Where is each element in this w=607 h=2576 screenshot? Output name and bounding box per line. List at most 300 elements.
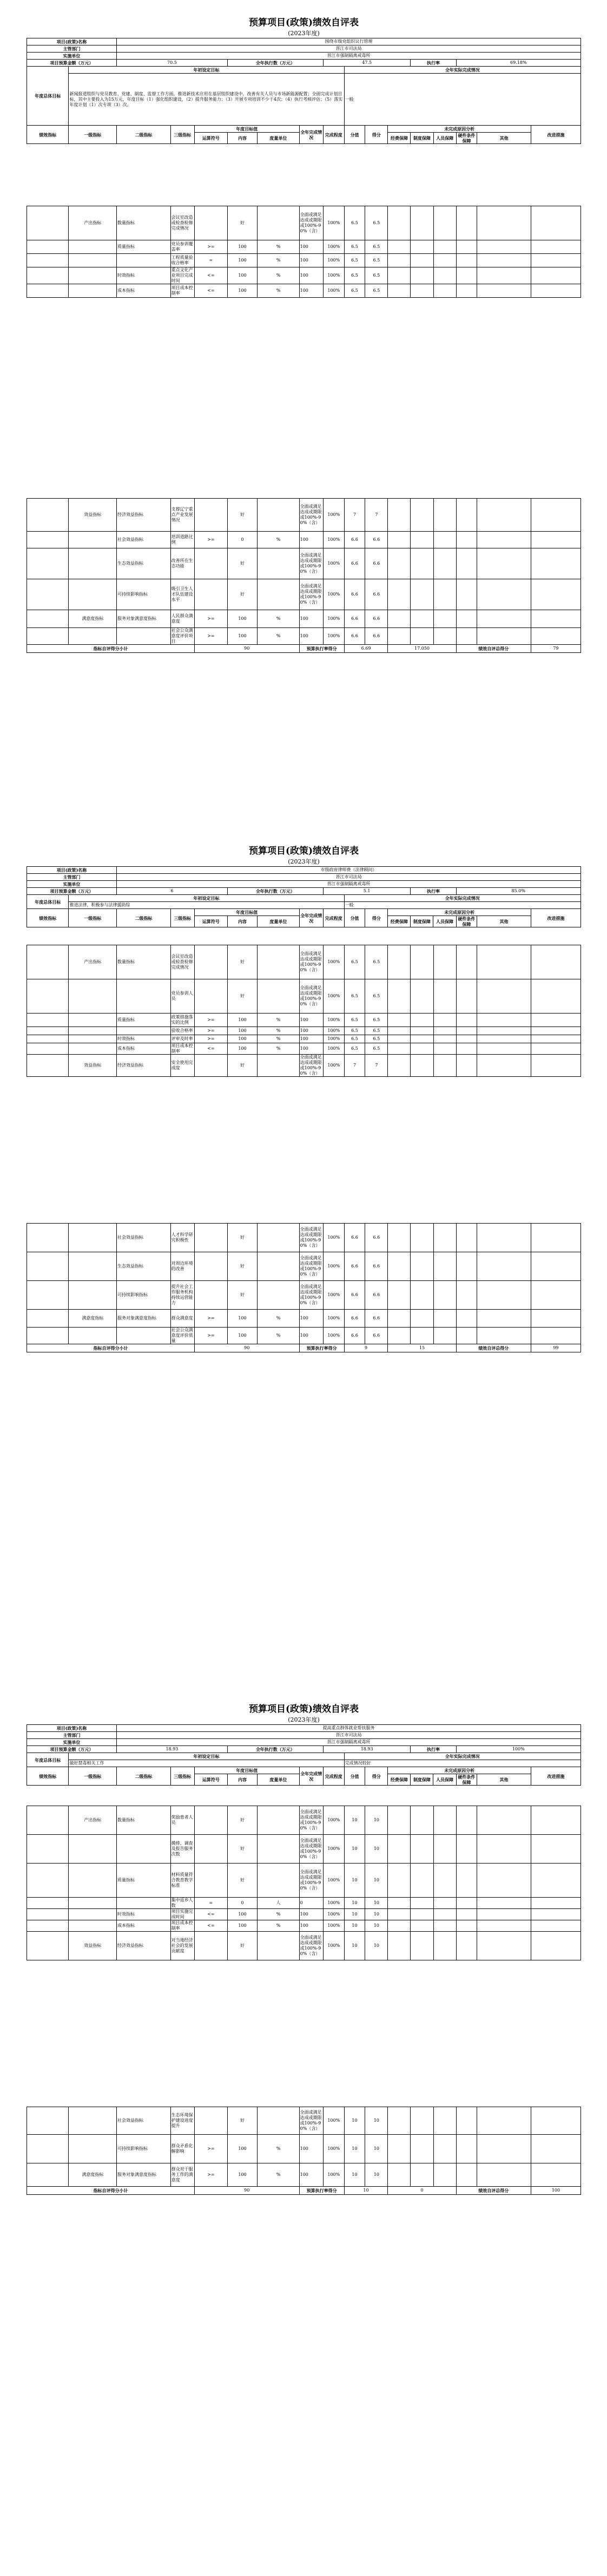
total-score-label: 绩效自评总得分 bbox=[456, 2187, 531, 2195]
actual-cell: 全面或满足达成或期限或100%-90%（含） bbox=[299, 206, 323, 240]
deviation-cell bbox=[433, 1224, 456, 1252]
lvl2-cell bbox=[117, 628, 171, 645]
op-cell bbox=[194, 1281, 227, 1310]
weight-cell: 10 bbox=[344, 2107, 365, 2135]
actual-cell: 100 bbox=[299, 1328, 323, 1344]
deviation-cell bbox=[411, 206, 433, 240]
actual-cell: 全面或满足达成或期限或100%-90%（含） bbox=[299, 1864, 323, 1898]
perf-cell bbox=[27, 945, 69, 979]
project-name-label: 项目(政策)名称 bbox=[27, 1725, 117, 1732]
score-cell: 10 bbox=[365, 1920, 388, 1932]
report-header-table bbox=[27, 866, 581, 927]
lvl3-cell: 摸排、调查及报告服务次数 bbox=[170, 1835, 194, 1864]
improve-cell bbox=[531, 1328, 580, 1344]
content-cell: 100 bbox=[227, 1014, 257, 1027]
lvl3-cell: 安全使用完成度 bbox=[170, 1055, 194, 1077]
deviation-cell bbox=[477, 1920, 531, 1932]
content-cell: 好 bbox=[227, 1806, 257, 1835]
deviation-cell bbox=[388, 610, 411, 628]
improve-cell bbox=[531, 2135, 580, 2163]
actual-cell: 100 bbox=[299, 610, 323, 628]
deviation-cell bbox=[411, 1898, 433, 1909]
deviation-cell bbox=[477, 1806, 531, 1835]
lvl3-cell: 吸引卫生人才队伍建设水平 bbox=[170, 579, 194, 610]
unit-cell: % bbox=[258, 1920, 299, 1932]
weight-cell: 6.5 bbox=[344, 1043, 365, 1055]
deviation-cell bbox=[456, 1035, 477, 1043]
content-cell: 好 bbox=[227, 1835, 257, 1864]
perf-cell bbox=[27, 1252, 69, 1281]
score-cell: 10 bbox=[365, 1835, 388, 1864]
lvl3-cell: 奖励患者人员 bbox=[170, 1806, 194, 1835]
deviation-cell bbox=[411, 945, 433, 979]
actual-goal-text: 一般 bbox=[344, 74, 580, 126]
r-system-header: 制度保障 bbox=[411, 133, 433, 144]
deviation-cell bbox=[456, 979, 477, 1014]
lvl1-cell bbox=[69, 532, 117, 548]
deviation-cell bbox=[388, 1328, 411, 1344]
lvl2-cell: 可持续影响指标 bbox=[117, 2135, 171, 2163]
weight-cell: 6.5 bbox=[344, 945, 365, 979]
content-cell: 好 bbox=[227, 1281, 257, 1310]
deviation-cell bbox=[411, 1864, 433, 1898]
deviation-cell bbox=[456, 1043, 477, 1055]
lvl2-cell: 时效指标 bbox=[117, 1909, 171, 1920]
deviation-header: 未完成原因分析 bbox=[388, 1767, 531, 1774]
completion-cell: 100% bbox=[323, 979, 344, 1014]
deviation-cell bbox=[388, 1281, 411, 1310]
unit-cell: 人 bbox=[258, 1898, 299, 1909]
actual-cell: 全面或满足达成或期限或100%-90%（含） bbox=[299, 1252, 323, 1281]
weight-cell: 6.6 bbox=[344, 610, 365, 628]
deviation-cell bbox=[456, 2107, 477, 2135]
deviation-cell bbox=[477, 1014, 531, 1027]
deviation-cell bbox=[456, 1027, 477, 1035]
lvl3-cell: 生态环境保护建设进度提升 bbox=[170, 2107, 194, 2135]
deviation-cell bbox=[388, 1027, 411, 1035]
deviation-cell bbox=[411, 548, 433, 579]
weight-cell: 10 bbox=[344, 1920, 365, 1932]
deviation-cell bbox=[477, 267, 531, 284]
unit-header: 度量单位 bbox=[258, 1774, 299, 1786]
lvl3-cell: 项目成本控制率 bbox=[170, 1043, 194, 1055]
op-cell: = bbox=[194, 1898, 227, 1909]
perf-cell bbox=[27, 1224, 69, 1252]
deviation-cell bbox=[433, 979, 456, 1014]
completion-cell: 100% bbox=[323, 1909, 344, 1920]
perf-cell bbox=[27, 610, 69, 628]
report-year: (2023年度) bbox=[288, 30, 320, 37]
improve-cell bbox=[531, 2107, 580, 2135]
lvl3-cell: 政策措施落实的比例 bbox=[170, 1014, 194, 1027]
score-cell: 6.6 bbox=[365, 1310, 388, 1328]
improve-cell bbox=[531, 1043, 580, 1055]
deviation-cell bbox=[433, 267, 456, 284]
deviation-cell bbox=[456, 945, 477, 979]
weight-cell: 10 bbox=[344, 1835, 365, 1864]
deviation-cell bbox=[388, 254, 411, 267]
lvl3-cell: 工程质量验收合格率 bbox=[170, 254, 194, 267]
deviation-cell bbox=[477, 499, 531, 532]
report-2 bbox=[27, 845, 581, 927]
deviation-cell bbox=[433, 532, 456, 548]
deviation-cell bbox=[388, 1920, 411, 1932]
deviation-cell bbox=[456, 1920, 477, 1932]
perf-cell bbox=[27, 1864, 69, 1898]
lvl3-header: 三级指标 bbox=[170, 126, 194, 144]
weight-cell: 6.5 bbox=[344, 240, 365, 254]
r-system-header: 制度保障 bbox=[411, 1774, 433, 1786]
completion-cell: 100% bbox=[323, 2163, 344, 2187]
op-cell bbox=[194, 499, 227, 532]
lvl2-cell: 生态效益指标 bbox=[117, 1252, 171, 1281]
op-cell: <= bbox=[194, 267, 227, 284]
lvl1-cell: 效益指标 bbox=[69, 1055, 117, 1077]
score-cell: 10 bbox=[365, 1806, 388, 1835]
completion-cell: 100% bbox=[323, 1835, 344, 1864]
deviation-cell bbox=[411, 1014, 433, 1027]
lvl1-cell bbox=[69, 1043, 117, 1055]
op-cell: <= bbox=[194, 1909, 227, 1920]
deviation-header: 未完成原因分析 bbox=[388, 909, 531, 916]
unit-cell bbox=[258, 548, 299, 579]
actual-cell: 100 bbox=[299, 1920, 323, 1932]
improve-cell bbox=[531, 1898, 580, 1909]
deviation-cell bbox=[477, 2163, 531, 2187]
spent-value: 5.1 bbox=[323, 888, 411, 895]
deviation-cell bbox=[388, 206, 411, 240]
completion-cell: 100% bbox=[323, 579, 344, 610]
deviation-cell bbox=[477, 1224, 531, 1252]
completion-cell: 100% bbox=[323, 1932, 344, 1960]
improve-cell bbox=[531, 1932, 580, 1960]
improve-cell bbox=[531, 1252, 580, 1281]
improve-cell bbox=[531, 499, 580, 532]
op-cell: = bbox=[194, 254, 227, 267]
actual-cell: 100 bbox=[299, 1035, 323, 1043]
deviation-cell bbox=[388, 284, 411, 298]
table-row bbox=[27, 1035, 581, 1043]
dept-label: 主管部门 bbox=[27, 1732, 117, 1739]
deviation-cell bbox=[456, 1898, 477, 1909]
actual-cell: 100 bbox=[299, 1027, 323, 1035]
unit-cell bbox=[258, 1055, 299, 1077]
report-1 bbox=[27, 16, 581, 144]
lvl1-cell bbox=[69, 548, 117, 579]
report-3-indicator-table bbox=[27, 1806, 581, 2195]
deviation-cell bbox=[411, 1310, 433, 1328]
improve-cell bbox=[531, 1055, 580, 1077]
op-cell: <= bbox=[194, 284, 227, 298]
report-year: (2023年度) bbox=[288, 858, 320, 865]
table-row bbox=[27, 1224, 581, 1252]
actual-cell: 全面或满足达成或期限或100%-90%（含） bbox=[299, 1932, 323, 1960]
unit-cell: % bbox=[258, 1909, 299, 1920]
deviation-cell bbox=[433, 1864, 456, 1898]
unit-cell: % bbox=[258, 2163, 299, 2187]
actual-cell: 100 bbox=[299, 1310, 323, 1328]
r-hardware-header: 硬件条件保障 bbox=[456, 916, 477, 927]
dept-value: 晋江市司法局 bbox=[117, 1732, 581, 1739]
improve-cell bbox=[531, 1281, 580, 1310]
completion-cell: 100% bbox=[323, 628, 344, 645]
content-cell: 100 bbox=[227, 240, 257, 254]
op-header: 运算符号 bbox=[194, 133, 227, 144]
spent-label: 全年执行数（万元） bbox=[227, 1746, 323, 1753]
perf-cell bbox=[27, 1310, 69, 1328]
content-cell: 好 bbox=[227, 579, 257, 610]
op-cell bbox=[194, 548, 227, 579]
actual-cell: 全面或满足达成或期限或100%-90%（含） bbox=[299, 579, 323, 610]
unit-cell: % bbox=[258, 1043, 299, 1055]
weight-cell: 6.5 bbox=[344, 267, 365, 284]
op-cell: >= bbox=[194, 2135, 227, 2163]
deviation-cell bbox=[411, 2163, 433, 2187]
content-cell: 好 bbox=[227, 945, 257, 979]
deviation-cell bbox=[411, 1224, 433, 1252]
planned-goal-text: 做好禁毒相关工作 bbox=[69, 1760, 344, 1767]
deviation-cell bbox=[411, 1909, 433, 1920]
table-row bbox=[27, 532, 581, 548]
lvl1-header: 一级指标 bbox=[69, 126, 117, 144]
deviation-cell bbox=[411, 628, 433, 645]
r-other-header: 其他 bbox=[477, 1774, 531, 1786]
score-cell: 10 bbox=[365, 1898, 388, 1909]
deviation-cell bbox=[411, 2135, 433, 2163]
content-cell: 0 bbox=[227, 532, 257, 548]
actual-cell: 100 bbox=[299, 532, 323, 548]
dept-label: 主管部门 bbox=[27, 45, 117, 53]
lvl2-cell: 经济效益指标 bbox=[117, 1932, 171, 1960]
lvl3-cell: 支撑辽宁重点产业发展情况 bbox=[170, 499, 194, 532]
deviation-cell bbox=[433, 2163, 456, 2187]
lvl2-cell: 生态效益指标 bbox=[117, 548, 171, 579]
op-cell bbox=[194, 1224, 227, 1252]
deviation-cell bbox=[411, 1035, 433, 1043]
unit-cell: % bbox=[258, 240, 299, 254]
lvl1-cell: 产出指标 bbox=[69, 206, 117, 240]
lvl3-cell: 项目实施完成时间 bbox=[170, 1909, 194, 1920]
improve-cell bbox=[531, 1864, 580, 1898]
lvl1-cell: 产出指标 bbox=[69, 1806, 117, 1835]
lvl2-cell bbox=[117, 1898, 171, 1909]
op-cell bbox=[194, 979, 227, 1014]
lvl2-cell: 社会效益指标 bbox=[117, 1224, 171, 1252]
lvl1-cell: 满意度指标 bbox=[69, 2163, 117, 2187]
completion-header: 完成程度 bbox=[323, 1767, 344, 1786]
actual-goal-text: 完成情况较好 bbox=[344, 1760, 580, 1767]
score-header: 得分 bbox=[365, 909, 388, 927]
table-row bbox=[27, 267, 581, 284]
deviation-cell bbox=[456, 1806, 477, 1835]
summary-label: 指标自评得分小计 bbox=[27, 1344, 195, 1352]
spent-label: 全年执行数（万元） bbox=[227, 60, 323, 67]
exec-score-label: 预算执行率得分 bbox=[299, 645, 344, 653]
weight-cell: 6.6 bbox=[344, 1281, 365, 1310]
actual-cell: 0 bbox=[299, 1898, 323, 1909]
exec-score-label: 预算执行率得分 bbox=[299, 1344, 344, 1352]
lvl2-cell: 成本指标 bbox=[117, 1920, 171, 1932]
lvl2-cell: 质量指标 bbox=[117, 1014, 171, 1027]
table-row bbox=[27, 945, 581, 979]
unit-cell: % bbox=[258, 1310, 299, 1328]
weight-cell: 6.5 bbox=[344, 979, 365, 1014]
perf-cell bbox=[27, 206, 69, 240]
total-score-value: 99 bbox=[531, 1344, 580, 1352]
deviation-cell bbox=[433, 1835, 456, 1864]
dept-label: 主管部门 bbox=[27, 874, 117, 881]
deviation-cell bbox=[388, 1014, 411, 1027]
score-header: 得分 bbox=[365, 126, 388, 144]
content-cell: 好 bbox=[227, 548, 257, 579]
content-cell: 好 bbox=[227, 206, 257, 240]
exec-score-label: 预算执行率得分 bbox=[299, 2187, 344, 2195]
table-row bbox=[27, 1328, 581, 1344]
perf-cell bbox=[27, 267, 69, 284]
deviation-cell bbox=[477, 1035, 531, 1043]
summary-label: 指标自评得分小计 bbox=[27, 645, 195, 653]
r-funds-header: 经费保障 bbox=[388, 133, 411, 144]
actual-cell: 全面或满足达成或期限或100%-90%（含） bbox=[299, 1224, 323, 1252]
deviation-cell bbox=[411, 1328, 433, 1344]
report-2-indicator-table bbox=[27, 945, 581, 1352]
table-row bbox=[27, 499, 581, 532]
deviation-cell bbox=[477, 979, 531, 1014]
deviation-cell bbox=[388, 499, 411, 532]
lvl2-cell bbox=[117, 979, 171, 1014]
lvl2-cell: 数量指标 bbox=[117, 945, 171, 979]
table-row bbox=[27, 579, 581, 610]
lvl1-cell bbox=[69, 1898, 117, 1909]
lvl3-cell: 评审及时率 bbox=[170, 1035, 194, 1043]
deviation-cell bbox=[477, 579, 531, 610]
perf-cell bbox=[27, 2107, 69, 2135]
actual-cell: 全面或满足达成或期限或100%-90%（含） bbox=[299, 1835, 323, 1864]
lvl1-header: 一级指标 bbox=[69, 1767, 117, 1786]
actual-cell: 100 bbox=[299, 2163, 323, 2187]
deviation-cell bbox=[388, 1864, 411, 1898]
score-cell: 6.5 bbox=[365, 206, 388, 240]
lvl3-cell: 重点文化产业项目完成时间 bbox=[170, 267, 194, 284]
actual-cell: 全面或满足达成或期限或100%-90%（含） bbox=[299, 1281, 323, 1310]
improve-cell bbox=[531, 1310, 580, 1328]
unit-cell: % bbox=[258, 1014, 299, 1027]
lvl2-cell: 时效指标 bbox=[117, 267, 171, 284]
score-cell: 10 bbox=[365, 1864, 388, 1898]
deviation-cell bbox=[388, 628, 411, 645]
deviation-cell bbox=[388, 267, 411, 284]
spent-value: 47.5 bbox=[323, 60, 411, 67]
content-cell: 100 bbox=[227, 1027, 257, 1035]
improve-cell bbox=[531, 532, 580, 548]
unit-cell: % bbox=[258, 254, 299, 267]
deviation-cell bbox=[388, 2135, 411, 2163]
improve-cell bbox=[531, 284, 580, 298]
deviation-cell bbox=[411, 267, 433, 284]
weight-cell: 10 bbox=[344, 1909, 365, 1920]
lvl3-cell: 培训道路比例 bbox=[170, 532, 194, 548]
content-cell: 100 bbox=[227, 2163, 257, 2187]
rate-value: 85.0% bbox=[456, 888, 581, 895]
deviation-cell bbox=[456, 1310, 477, 1328]
deviation-cell bbox=[456, 284, 477, 298]
score-cell: 6.6 bbox=[365, 579, 388, 610]
rate-value: 100% bbox=[456, 1746, 580, 1753]
score-cell: 6.5 bbox=[365, 1014, 388, 1027]
perf-cell bbox=[27, 2135, 69, 2163]
lvl3-cell: 群众矛盾化解影响 bbox=[170, 2135, 194, 2163]
sub-value: 0 bbox=[388, 2187, 456, 2195]
lvl3-cell: 改善所在生态功能 bbox=[170, 548, 194, 579]
op-cell bbox=[194, 1864, 227, 1898]
r-hardware-header: 硬件条件保障 bbox=[456, 133, 477, 144]
score-cell: 6.5 bbox=[365, 284, 388, 298]
weight-cell: 6.5 bbox=[344, 206, 365, 240]
project-name-label: 项目(政策)名称 bbox=[27, 38, 117, 45]
unit-cell: % bbox=[258, 628, 299, 645]
perf-cell bbox=[27, 1281, 69, 1310]
lvl1-cell: 产出指标 bbox=[69, 945, 117, 979]
op-cell bbox=[194, 1835, 227, 1864]
improve-cell bbox=[531, 254, 580, 267]
lvl1-cell bbox=[69, 2107, 117, 2135]
deviation-cell bbox=[477, 254, 531, 267]
unit-cell bbox=[258, 1932, 299, 1960]
score-cell: 10 bbox=[365, 2107, 388, 2135]
report-year: (2023年度) bbox=[288, 1716, 320, 1723]
deviation-header: 未完成原因分析 bbox=[388, 126, 531, 133]
perf-cell bbox=[27, 254, 69, 267]
deviation-cell bbox=[388, 1043, 411, 1055]
completion-cell: 100% bbox=[323, 1224, 344, 1252]
completion-cell: 100% bbox=[323, 499, 344, 532]
op-header: 运算符号 bbox=[194, 1774, 227, 1786]
deviation-cell bbox=[388, 1310, 411, 1328]
deviation-cell bbox=[456, 1224, 477, 1252]
weight-cell: 10 bbox=[344, 2163, 365, 2187]
perf-cell bbox=[27, 1027, 69, 1035]
unit-cell: % bbox=[258, 2135, 299, 2163]
deviation-cell bbox=[477, 1252, 531, 1281]
unit-cell bbox=[258, 206, 299, 240]
lvl1-cell bbox=[69, 1909, 117, 1920]
deviation-cell bbox=[388, 945, 411, 979]
score-cell: 7 bbox=[365, 499, 388, 532]
deviation-cell bbox=[388, 1055, 411, 1077]
report-title: 预算项目(政策)绩效自评表 bbox=[248, 1704, 359, 1715]
score-cell: 10 bbox=[365, 2163, 388, 2187]
score-cell: 6.6 bbox=[365, 1252, 388, 1281]
rate-label: 执行率 bbox=[411, 60, 456, 67]
lvl2-cell: 数量指标 bbox=[117, 206, 171, 240]
unit-header: 度量单位 bbox=[258, 133, 299, 144]
sub-value: 17.050 bbox=[388, 645, 456, 653]
weight-cell: 10 bbox=[344, 1806, 365, 1835]
indicator-table-part bbox=[27, 498, 581, 653]
r-staff-header: 人员保障 bbox=[433, 1774, 456, 1786]
table-row bbox=[27, 1920, 581, 1932]
op-cell: >= bbox=[194, 1035, 227, 1043]
completion-cell: 100% bbox=[323, 1281, 344, 1310]
planned-goal-text: 新闻报道组织与党员教育、党建、制度、监督工作方面，推进新技术应用在基层组织建设中，改善有关人员与市场新能源配置；全面完成计划目标，其中主要投入为15万元，年度目标（1）强化组织建设，（2）提升服务能力；（3）开展专项培训不少于4次；（4）执行考核评估；（5）落实年度计划（1）次专项（3）次。 bbox=[69, 74, 344, 126]
weight-header: 分值 bbox=[344, 909, 365, 927]
op-cell: >= bbox=[194, 240, 227, 254]
score-cell: 6.5 bbox=[365, 1035, 388, 1043]
table-row bbox=[27, 2163, 581, 2187]
deviation-cell bbox=[477, 1027, 531, 1035]
lvl2-cell: 数量指标 bbox=[117, 1806, 171, 1835]
deviation-cell bbox=[433, 499, 456, 532]
